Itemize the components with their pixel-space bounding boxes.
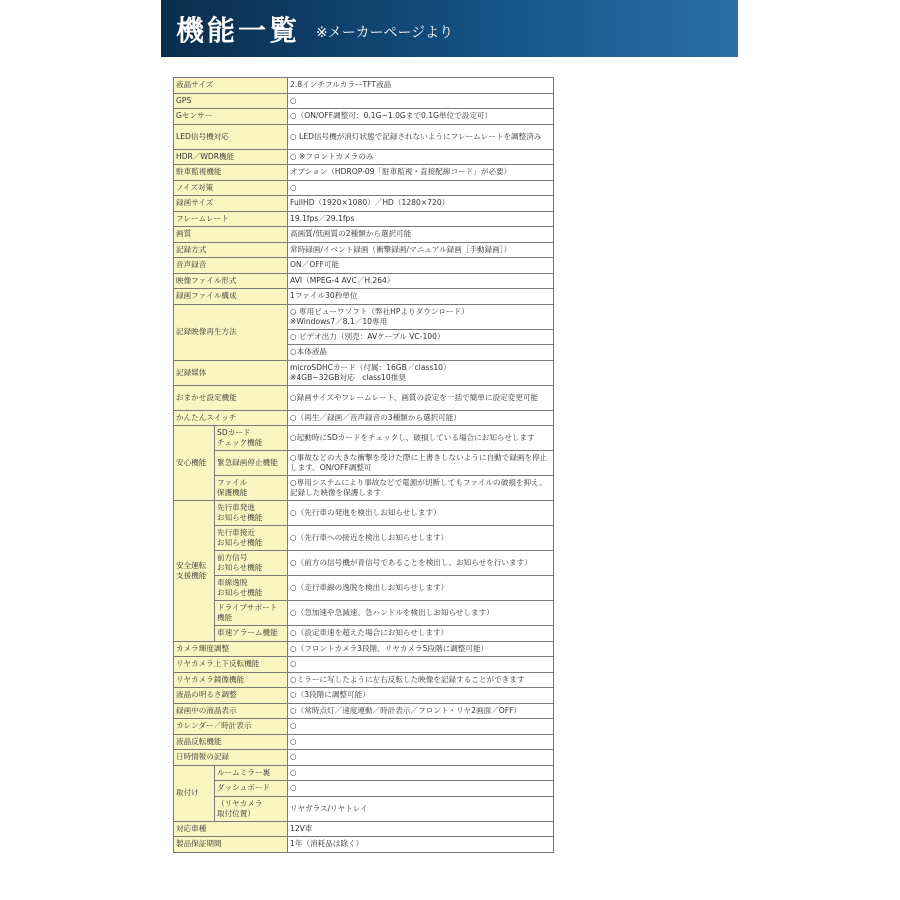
row-value: ○（急加速や急減速、急ハンドルを検出しお知らせします） bbox=[288, 601, 554, 626]
row-value: ○ ※フロントカメラのみ bbox=[288, 149, 554, 165]
row-value: 1年（消耗品は除く） bbox=[288, 837, 554, 853]
row-label: カメラ輝度調整 bbox=[174, 641, 288, 657]
row-value: 2.8インチフルカラーTFT液晶 bbox=[288, 78, 554, 94]
row-label: 製品保証期間 bbox=[174, 837, 288, 853]
table-row bbox=[174, 476, 554, 501]
row-label: リヤカメラ鏡像機能 bbox=[174, 672, 288, 688]
sub-label-line: 先行車発進 bbox=[217, 503, 255, 513]
table-row bbox=[174, 703, 554, 719]
row-label: 記録映像再生方法 bbox=[174, 304, 288, 360]
row-value: ○（再生／録画／音声録音の3種類から選択可能） bbox=[288, 410, 554, 426]
sub-label-line: 取付位置） bbox=[217, 808, 255, 818]
row-label: 対応車種 bbox=[174, 821, 288, 837]
row-label: 録画ファイル構成 bbox=[174, 289, 288, 305]
table-row bbox=[174, 93, 554, 109]
row-value: ○ bbox=[288, 734, 554, 750]
row-value: FullHD（1920×1080）／HD（1280×720） bbox=[288, 196, 554, 212]
row-label: かんたんスイッチ bbox=[174, 410, 288, 426]
row-value: ○ bbox=[288, 750, 554, 766]
table-row bbox=[174, 501, 554, 526]
table-row bbox=[174, 78, 554, 94]
row-value: ○事故などの大きな衝撃を受けた際に上書きしないように自動で録画を停止します。ON/OFF調整可 bbox=[288, 451, 554, 476]
row-label: 録画中の液晶表示 bbox=[174, 703, 288, 719]
table-row bbox=[174, 451, 554, 476]
table-row bbox=[174, 304, 554, 329]
group-label bbox=[174, 501, 215, 642]
row-label: 液晶反転機能 bbox=[174, 734, 288, 750]
row-label: Gセンサー bbox=[174, 109, 288, 125]
table-row bbox=[174, 601, 554, 626]
row-label: 画質 bbox=[174, 227, 288, 243]
row-value: リヤガラス/リヤトレイ bbox=[288, 796, 554, 821]
row-label: 液晶サイズ bbox=[174, 78, 288, 94]
sub-label: 車速アラーム機能 bbox=[215, 626, 288, 642]
row-value bbox=[288, 304, 554, 329]
sub-label bbox=[215, 551, 288, 576]
row-value: ○本体液晶 bbox=[288, 345, 554, 361]
table-row bbox=[174, 657, 554, 673]
sub-label bbox=[215, 501, 288, 526]
row-value-line: ○ 専用ビューワソフト（弊社HPよりダウンロード） bbox=[290, 306, 469, 316]
table-row bbox=[174, 526, 554, 551]
sub-label-line: 前方信号 bbox=[217, 553, 248, 563]
row-value: 12V車 bbox=[288, 821, 554, 837]
row-label: 録画サイズ bbox=[174, 196, 288, 212]
row-value: ○（フロントカメラ3段階、リヤカメラ5段階に調整可能） bbox=[288, 641, 554, 657]
sub-label-line: 先行車接近 bbox=[217, 528, 255, 538]
table-row bbox=[174, 626, 554, 642]
sub-label-line: 車線逸脱 bbox=[217, 578, 248, 588]
row-value: AVI（MPEG-4 AVC／H.264） bbox=[288, 273, 554, 289]
sub-label: ルームミラー裏 bbox=[215, 765, 288, 781]
page-subtitle: ※メーカーページより bbox=[316, 24, 454, 41]
table-row bbox=[174, 211, 554, 227]
row-value-line: microSDHCカード（付属：16GB／class10） bbox=[290, 362, 451, 372]
table-row bbox=[174, 165, 554, 181]
sub-label-line: ファイル bbox=[217, 478, 248, 488]
table-row bbox=[174, 765, 554, 781]
table-row bbox=[174, 576, 554, 601]
row-label: ノイズ対策 bbox=[174, 180, 288, 196]
table-row bbox=[174, 410, 554, 426]
table-row bbox=[174, 796, 554, 821]
table-row bbox=[174, 719, 554, 735]
row-label: 音声録音 bbox=[174, 258, 288, 274]
row-value: ○専用システムにより事故などで電源が切断してもファイルの破損を抑え、記録した映像を保護します bbox=[288, 476, 554, 501]
sub-label-line: お知らせ機能 bbox=[217, 513, 263, 522]
group-label: 取付け bbox=[174, 765, 215, 821]
row-value: ○ bbox=[288, 765, 554, 781]
group-label-line: 安全運転 bbox=[176, 560, 207, 570]
row-value: ○ bbox=[288, 781, 554, 797]
row-label: 駐車監視機能 bbox=[174, 165, 288, 181]
row-value: ○ bbox=[288, 180, 554, 196]
row-value: 常時録画/イベント録画（衝撃録画/マニュアル録画［手動録画］） bbox=[288, 242, 554, 258]
row-value: ○ ビデオ出力（別売：AVケーブル VC-100） bbox=[288, 329, 554, 345]
table-row bbox=[174, 124, 554, 149]
row-value: ON／OFF可能 bbox=[288, 258, 554, 274]
sub-label-line: お知らせ機能 bbox=[217, 538, 263, 547]
row-label: おまかせ設定機能 bbox=[174, 385, 288, 410]
table-row bbox=[174, 289, 554, 305]
row-label: 液晶の明るさ調整 bbox=[174, 688, 288, 704]
row-label: LED信号機対応 bbox=[174, 124, 288, 149]
sub-label-line: お知らせ機能 bbox=[217, 588, 263, 597]
sub-label-line: お知らせ機能 bbox=[217, 563, 263, 572]
row-label: HDR／WDR機能 bbox=[174, 149, 288, 165]
row-value: ○ bbox=[288, 719, 554, 735]
row-value: ○（常時点灯／速度連動／時計表示／フロント・リヤ2画面／OFF） bbox=[288, 703, 554, 719]
row-value: ○ LED信号機が消灯状態で記録されないようにフレームレートを調整済み bbox=[288, 124, 554, 149]
table-row bbox=[174, 242, 554, 258]
sub-label-line: （リヤカメラ bbox=[217, 798, 263, 808]
sub-label: 緊急録画停止機能 bbox=[215, 451, 288, 476]
table-row bbox=[174, 227, 554, 243]
sub-label bbox=[215, 526, 288, 551]
row-value-line: ※Windows7／8.1／10専用 bbox=[290, 316, 388, 326]
table-row bbox=[174, 273, 554, 289]
sub-label-line: 機能 bbox=[217, 613, 233, 622]
row-value: 1ファイル30秒単位 bbox=[288, 289, 554, 305]
table-row bbox=[174, 149, 554, 165]
sub-label-line: 保護機能 bbox=[217, 488, 248, 497]
table-row bbox=[174, 385, 554, 410]
row-label: カレンダー／時計表示 bbox=[174, 719, 288, 735]
table-row bbox=[174, 109, 554, 125]
sub-label bbox=[215, 796, 288, 821]
sub-label bbox=[215, 426, 288, 451]
row-value: ○ bbox=[288, 93, 554, 109]
sub-label-line: ドライブサポート bbox=[217, 603, 278, 613]
sub-label: ダッシュボード bbox=[215, 781, 288, 797]
table-row bbox=[174, 551, 554, 576]
table-row bbox=[174, 750, 554, 766]
row-value: 19.1fps／29.1fps bbox=[288, 211, 554, 227]
page-title: 機能一覧 bbox=[176, 13, 301, 47]
table-row bbox=[174, 688, 554, 704]
row-label: GPS bbox=[174, 93, 288, 109]
row-label: 記録方式 bbox=[174, 242, 288, 258]
row-value: ○（ON/OFF調整可：0.1G~1.0Gまで0.1G単位で設定可） bbox=[288, 109, 554, 125]
sub-label bbox=[215, 601, 288, 626]
row-value: ○ミラーに写したように左右反転した映像を記録することができます bbox=[288, 672, 554, 688]
row-value: ○起動時にSDカードをチェックし、破損している場合にお知らせします bbox=[288, 426, 554, 451]
table-row bbox=[174, 837, 554, 853]
spec-table bbox=[173, 77, 554, 853]
row-value bbox=[288, 360, 554, 385]
row-value: ○（先行車の発進を検出しお知らせします） bbox=[288, 501, 554, 526]
sub-label-line: チェック機能 bbox=[217, 438, 263, 447]
row-value: ○ bbox=[288, 657, 554, 673]
table-row bbox=[174, 641, 554, 657]
row-value: ○（走行車線の逸脱を検出しお知らせします） bbox=[288, 576, 554, 601]
row-value: ○録画サイズやフレームレート、画質の設定を一括で簡単に設定変更可能 bbox=[288, 385, 554, 410]
row-label: 映像ファイル形式 bbox=[174, 273, 288, 289]
row-label: リヤカメラ上下反転機能 bbox=[174, 657, 288, 673]
row-value: ○（設定車速を超えた場合にお知らせします） bbox=[288, 626, 554, 642]
table-row bbox=[174, 781, 554, 797]
row-value: ○（前方の信号機が青信号であることを検出し、お知らせを行います） bbox=[288, 551, 554, 576]
table-row bbox=[174, 196, 554, 212]
row-label: フレームレート bbox=[174, 211, 288, 227]
sub-label bbox=[215, 576, 288, 601]
table-row bbox=[174, 180, 554, 196]
row-value-line: ※4GB~32GB対応 class10推奨 bbox=[290, 372, 406, 382]
row-value: ○（先行車への接近を検出しお知らせします） bbox=[288, 526, 554, 551]
group-label: 安心機能 bbox=[174, 426, 215, 501]
row-label: 記録媒体 bbox=[174, 360, 288, 385]
sub-label-line: SDカード bbox=[217, 428, 251, 438]
row-label: 日時情報の記録 bbox=[174, 750, 288, 766]
group-label-line: 支援機能 bbox=[176, 570, 207, 580]
table-row bbox=[174, 672, 554, 688]
sub-label bbox=[215, 476, 288, 501]
row-value: 高画質/低画質の2種類から選択可能 bbox=[288, 227, 554, 243]
table-row bbox=[174, 426, 554, 451]
table-row bbox=[174, 734, 554, 750]
row-value: ○（3段階に調整可能） bbox=[288, 688, 554, 704]
table-row bbox=[174, 821, 554, 837]
table-row bbox=[174, 258, 554, 274]
table-row bbox=[174, 360, 554, 385]
header-banner bbox=[161, 0, 738, 57]
row-value: オプション（HDROP-09「駐車監視・直接配線コード」が必要） bbox=[288, 165, 554, 181]
